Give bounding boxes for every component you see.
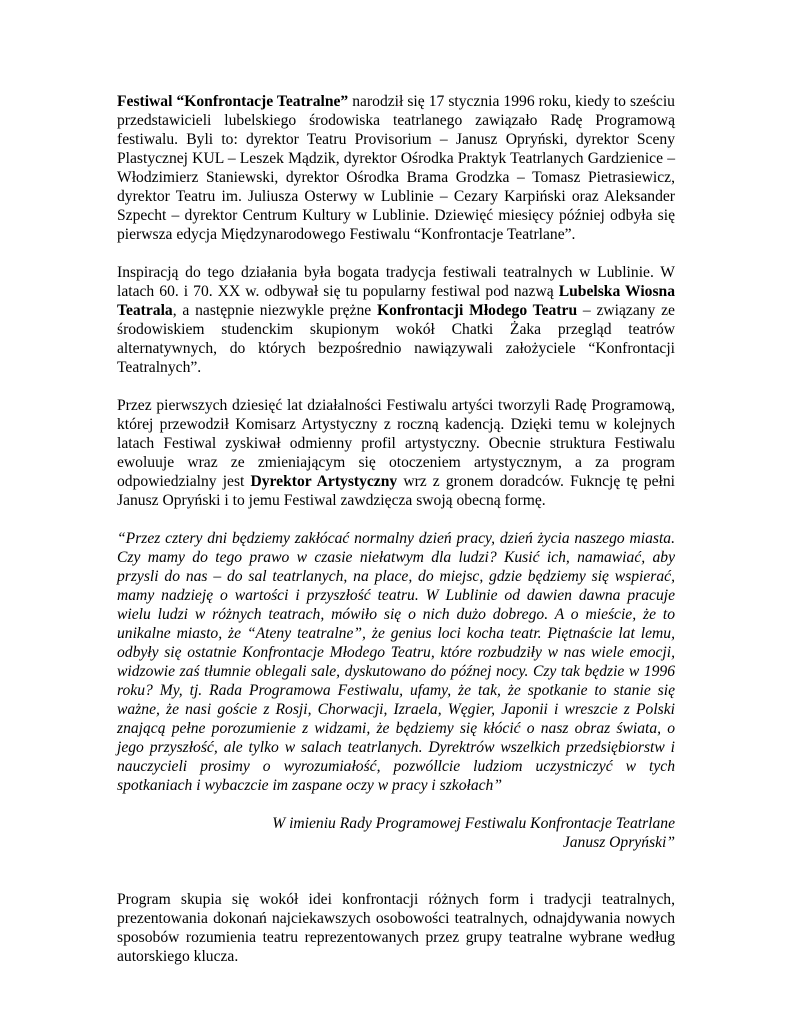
signature-line-2: Janusz Opryński”: [562, 834, 675, 851]
paragraph-quote: “Przez cztery dni będziemy zakłócać normalny dzień pracy, dzień życia naszego miasta. Czy mamy do tego prawo w czasie niełatwym dla ludzi? Kusić ich, namawiać, aby przysli do nas – do sal teatrlanych, na place, do miejsc, gdzie będziemy się wspierać, mamy nadzieję o wartości i przyszłość teatru. W Lublinie od dawien dawna pracuje wielu ludzi w różnych teatrach, mówiło się o nich dużo dobrego. A o mieście, że to unikalne miasto, że “Ateny teatralne”, że genius loci kocha teatr. Piętnaście lat lemu, odbyły się ostatnie Konfrontacje Młodego Teatru, które rozbudziły w nas wiele emocji, widzowie zaś tłumnie oblegali sale, dyskutowano do późnej nocy. Czy tak będzie w 1996 roku? My, tj. Rada Programowa Festiwalu, ufamy, że tak, że spotkanie to stanie się ważne, że nasi goście z Rosji, Chorwacji, Izraela, Węgier, Japonii i wreszcie z Polski znającą pełne porozumienie z widzami, że będziemy się kłócić o nasz obraz świata, o jego przyszłość, ale tylko w salach teatrlanych. Dyrektrów wszelkich przedsiębiorstw i nauczycieli prosimy o wyrozumiałość, pozwóllcie ludziom uczystniczyć w tych spotkaniach i wybaczcie im zaspane oczy w pracy i szkołach”: [117, 530, 675, 794]
festival-name-bold: Festiwal “Konfrontacje Teatralne”: [117, 93, 349, 110]
history-text: narodził się 17 stycznia 1996 roku, kiedy to sześciu przedstawicieli lubelskiego środowiska teatrlanego zawiązało Radę Programową festiwalu. Byli to: dyrektor Teatru Provisorium – Janusz Opryński, dyrektor Sceny Plastycznej KUL – Leszek Mądzik, dyrektor Ośrodka Praktyk Teatrlanych Gardzienice – Włodzimierz Staniewski, dyrektor Ośrodka Brama Grodzka – Tomasz Pietrasiewicz, dyrektor Teatru im. Juliusza Osterwy w Lublinie – Cezary Karpiński oraz Aleksander Szpecht – dyrektor Centrum Kultury w Lublinie. Dziewięć miesięcy później odbyła się pierwsza edycja Międzynarodowego Festiwalu “Konfrontacje Teatrlane”.: [117, 93, 675, 243]
paragraph-program: Program skupia się wokół idei konfrontacji różnych form i tradycji teatralnych, prezentowania dokonań najciekawszych osobowości teatralnych, odnajdywania nowych sposobów rozumienia teatru reprezentowanych przez grupy teatralne wybrane według autorskiego klucza.: [117, 891, 675, 965]
structure-text-1: Przez pierwszych dziesięć lat działalności Festiwalu artyści tworzyli Radę Programową, której przewodził Komisarz Artystyczny z roczną kadencją. Dzięki temu w kolejnych latach Festiwal zyskiwał odmienny profil artystyczny. Obecnie struktura Festiwalu ewoluuje wraz ze zmieniającym się otoczeniem artystycznym, a za program odpowiedzialny jest: [117, 397, 675, 490]
signature-block: [117, 814, 675, 852]
inspiration-text-1: Inspiracją do tego działania była bogata tradycja festiwali teatralnych w Lublinie. W latach 60. i 70. XX w. odbywał się tu popularny festiwal pod nazwą: [117, 264, 675, 300]
paragraph-history: [117, 92, 675, 244]
lubelska-wiosna-bold: Lubelska Wiosna Teatrala: [117, 283, 675, 319]
signature-line-1: W imieniu Rady Programowej Festiwalu Konfrontacje Teatrlane: [272, 815, 675, 832]
structure-text-2: wrz z gronem doradców. Fukncję tę pełni Janusz Opryński i to jemu Festiwal zawdzięcza swoją obecną formę.: [117, 473, 675, 509]
paragraph-structure: [117, 396, 675, 510]
inspiration-text-3: – związany ze środowiskiem studenckim skupionym wokół Chatki Żaka przegląd teatrów alternatywnych, do których bezpośrednio nawiązywali założyciele “Konfrontacji Teatralnych”.: [117, 302, 675, 376]
inspiration-text-2: , a następnie niezwykle prężne: [172, 302, 377, 319]
document-page: [117, 92, 675, 985]
dyrektor-artystyczny-bold: Dyrektor Artystyczny: [250, 473, 398, 490]
konfrontacji-mlodego-bold: Konfrontacji Młodego Teatru: [376, 302, 578, 319]
paragraph-inspiration: [117, 263, 675, 377]
